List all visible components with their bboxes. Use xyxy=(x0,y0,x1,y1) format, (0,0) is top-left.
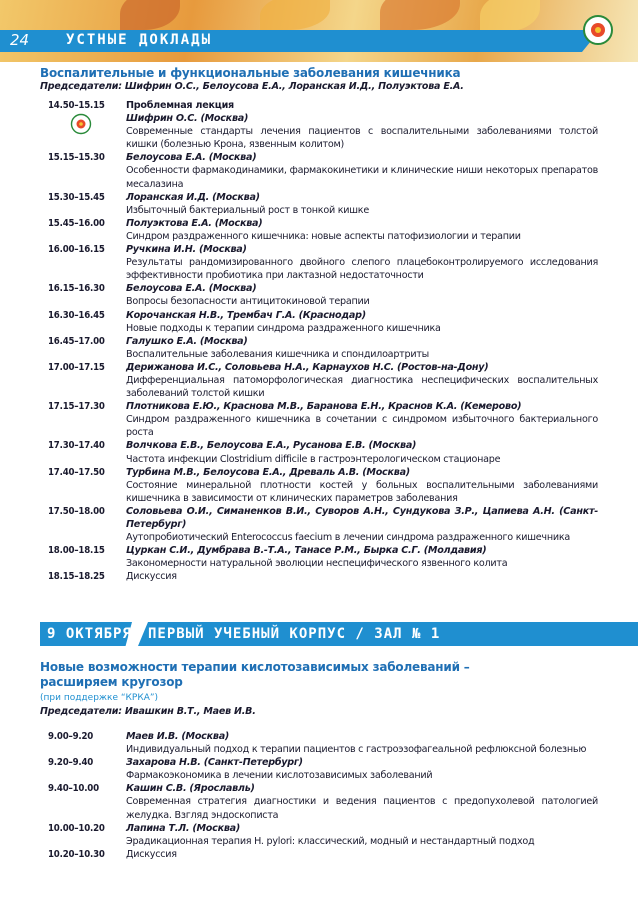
date-label: 9 ОКТЯБРЯ xyxy=(47,626,132,642)
program-row xyxy=(40,730,598,756)
talk-details xyxy=(126,151,598,190)
talk-topic: Новые подходы к терапии синдрома раздраженного кишечника xyxy=(126,322,441,334)
day-bar xyxy=(40,622,638,646)
session-program xyxy=(40,730,598,861)
time-slot: 18.00–18.15 xyxy=(48,545,105,557)
talk-details xyxy=(126,439,598,465)
talk-topic: Закономерности натуральной эволюции неспецифического язвенного колита xyxy=(126,558,508,570)
talk-details xyxy=(126,99,598,151)
speaker: Плотникова Е.Ю., Краснова М.В., Баранова Е.Н., Краснов К.А. (Кемерово) xyxy=(126,401,522,413)
program-row xyxy=(40,335,598,361)
session-title: Воспалительные и функциональные заболевания кишечника xyxy=(40,66,461,80)
talk-details xyxy=(126,756,598,782)
lecture-type: Проблемная лекция xyxy=(126,100,234,111)
speaker: Цуркан С.И., Думбрава В.-Т.А., Танасе Р.М., Бырка С.Г. (Молдавия) xyxy=(126,545,487,557)
time-slot: 17.30–17.40 xyxy=(48,440,105,452)
program-row xyxy=(40,505,598,544)
time-slot: 16.00–16.15 xyxy=(48,244,105,256)
program-row xyxy=(40,782,598,821)
talk-topic: Воспалительные заболевания кишечника и спондилоартриты xyxy=(126,348,429,360)
speaker: Турбина М.В., Белоусова Е.А., Древаль А.В. (Москва) xyxy=(126,466,410,478)
talk-topic: Состояние минеральной плотности костей у больных воспалительными заболеваниями кишечника в зависимости от клинических параметров заболевания xyxy=(126,479,598,504)
talk-topic: Современные стандарты лечения пациентов с воспалительными заболеваниями толстой кишки (болезнью Крона, язвенным колитом) xyxy=(126,126,598,151)
talk-details xyxy=(126,243,598,282)
time-slot: 15.30–15.45 xyxy=(48,191,105,203)
time-slot: 16.45–17.00 xyxy=(48,335,105,347)
talk-topic: Современная стратегия диагностики и ведения пациентов с предопухолевой патологией желудка. Взгляд эндоскописта xyxy=(126,796,598,821)
time-slot: 17.50–18.00 xyxy=(48,505,105,517)
program-row xyxy=(40,309,598,335)
time-slot: 9.20–9.40 xyxy=(48,757,94,769)
leaf-decoration xyxy=(120,0,180,30)
talk-topic: Синдром раздраженного кишечника: новые аспекты патофизиологии и терапии xyxy=(126,230,521,242)
program-row xyxy=(40,466,598,505)
speaker: Маев И.В. (Москва) xyxy=(126,731,230,742)
talk-topic: Фармакоэкономика в лечении кислотозависимых заболеваний xyxy=(126,770,433,782)
program-row xyxy=(40,822,598,848)
talk-topic: Частота инфекции Clostridium difficile в гастроэнтерологическом стационаре xyxy=(126,453,501,465)
leaf-decoration xyxy=(380,0,460,30)
session-chairs: Председатели: Шифрин О.С., Белоусова Е.А., Лоранская И.Д., Полуэктова Е.А. xyxy=(40,81,464,92)
speaker: Волчкова Е.В., Белоусова Е.А., Русанова Е.В. (Москва) xyxy=(126,440,417,452)
talk-details xyxy=(126,782,598,821)
program-row xyxy=(40,191,598,217)
talk-details xyxy=(126,361,598,400)
talk-topic: Избыточный бактериальный рост в тонкой кишке xyxy=(126,204,369,216)
program-row xyxy=(40,217,598,243)
talk-details xyxy=(126,400,598,439)
talk-topic: Вопросы безопасности антицитокиновой терапии xyxy=(126,296,370,308)
session-program xyxy=(40,99,598,583)
leaf-decoration xyxy=(260,0,330,30)
talk-topic: Индивидуальный подход к терапии пациентов с гастроэзофагеальной рефлюксной болезнью xyxy=(126,744,587,756)
talk-details xyxy=(126,822,598,848)
speaker: Шифрин О.С. (Москва) xyxy=(126,113,249,125)
talk-topic: Дифференциальная патоморфологическая диагностика неспецифических воспалительных заболеваний толстой кишки xyxy=(126,374,598,400)
time-slot: 14.50–15.15 xyxy=(48,100,105,111)
session-title-line: Новые возможности терапии кислотозависимых заболеваний – xyxy=(40,660,470,674)
talk-topic: Дискуссия xyxy=(126,571,177,583)
time-slot: 10.00–10.20 xyxy=(48,822,105,834)
session-sponsor: (при поддержке “КРКА”) xyxy=(40,693,159,703)
speaker: Ручкина И.Н. (Москва) xyxy=(126,244,247,256)
program-row xyxy=(40,151,598,190)
speaker: Белоусова Е.А. (Москва) xyxy=(126,152,257,164)
time-slot: 15.15–15.30 xyxy=(48,152,105,164)
talk-details xyxy=(126,309,598,335)
leaf-decoration xyxy=(480,0,540,32)
time-slot: 17.00–17.15 xyxy=(48,361,105,373)
program-row xyxy=(40,99,598,151)
talk-details xyxy=(126,848,598,861)
time-slot: 16.15–16.30 xyxy=(48,283,105,295)
speaker: Соловьева О.И., Симаненков В.И., Суворов А.Н., Сундукова З.Р., Цапиева А.Н. (Санкт-Петербург) xyxy=(126,505,598,530)
time-slot: 16.30–16.45 xyxy=(48,309,105,321)
program-row xyxy=(40,439,598,465)
speaker: Лапина Т.Л. (Москва) xyxy=(126,822,241,834)
talk-topic: Особенности фармакодинамики, фармакокинетики и клинические ниши некоторых препаратов месалазина xyxy=(126,165,598,190)
session-title-line: расширяем кругозор xyxy=(40,675,183,689)
talk-topic: Дискуссия xyxy=(126,848,177,860)
speaker: Лоранская И.Д. (Москва) xyxy=(126,191,260,203)
program-row xyxy=(40,400,598,439)
program-row xyxy=(40,570,598,583)
venue-label: ПЕРВЫЙ УЧЕБНЫЙ КОРПУС / ЗАЛ № 1 xyxy=(148,626,441,642)
program-row xyxy=(40,361,598,400)
talk-details xyxy=(126,466,598,505)
talk-details xyxy=(126,335,598,361)
speaker: Белоусова Е.А. (Москва) xyxy=(126,283,257,295)
time-slot: 10.20–10.30 xyxy=(48,848,105,860)
program-row xyxy=(40,544,598,570)
speaker: Галушко Е.А. (Москва) xyxy=(126,335,248,347)
talk-topic: Эрадикационная терапия H. pylori: классический, модный и нестандартный подход xyxy=(126,835,535,847)
talk-topic: Результаты рандомизированного двойного слепого плацебоконтролируемого исследования эффективности пробиотика при лактазной недостаточности xyxy=(126,257,598,282)
program-row xyxy=(40,243,598,282)
speaker: Захарова Н.В. (Санкт-Петербург) xyxy=(126,757,303,769)
talk-details xyxy=(126,282,598,308)
time-slot: 17.15–17.30 xyxy=(48,401,105,413)
talk-details xyxy=(126,217,598,243)
section-title: УСТНЫЕ ДОКЛАДЫ xyxy=(66,32,213,48)
time-slot: 9.00–9.20 xyxy=(48,731,94,742)
program-row xyxy=(40,756,598,782)
talk-details xyxy=(126,570,598,583)
time-slot: 17.40–17.50 xyxy=(48,466,105,478)
speaker: Дерижанова И.С., Соловьева Н.А., Карнаухов Н.С. (Ростов-на-Дону) xyxy=(126,361,489,373)
session-chairs: Председатели: Ивашкин В.Т., Маев И.В. xyxy=(40,706,256,717)
talk-details xyxy=(126,544,598,570)
talk-details xyxy=(126,191,598,217)
page-number: 24 xyxy=(10,31,30,49)
program-row xyxy=(40,282,598,308)
talk-details xyxy=(126,505,598,544)
time-slot: 15.45–16.00 xyxy=(48,217,105,229)
time-slot: 18.15–18.25 xyxy=(48,571,105,583)
talk-topic: Аутопробиотический Enterococcus faecium в лечении синдрома раздраженного кишечника xyxy=(126,532,571,544)
program-row xyxy=(40,848,598,861)
talk-details xyxy=(126,730,598,756)
speaker: Кашин С.В. (Ярославль) xyxy=(126,783,255,795)
congress-logo-icon xyxy=(582,14,614,46)
session-title xyxy=(40,660,600,690)
time-slot: 9.40–10.00 xyxy=(48,783,99,795)
speaker: Полуэктова Е.А. (Москва) xyxy=(126,217,263,229)
speaker: Корочанская Н.В., Трембач Г.А. (Краснодар) xyxy=(126,309,366,321)
talk-topic: Синдром раздраженного кишечника в сочетании с синдромом избыточного бактериального роста xyxy=(126,414,598,439)
